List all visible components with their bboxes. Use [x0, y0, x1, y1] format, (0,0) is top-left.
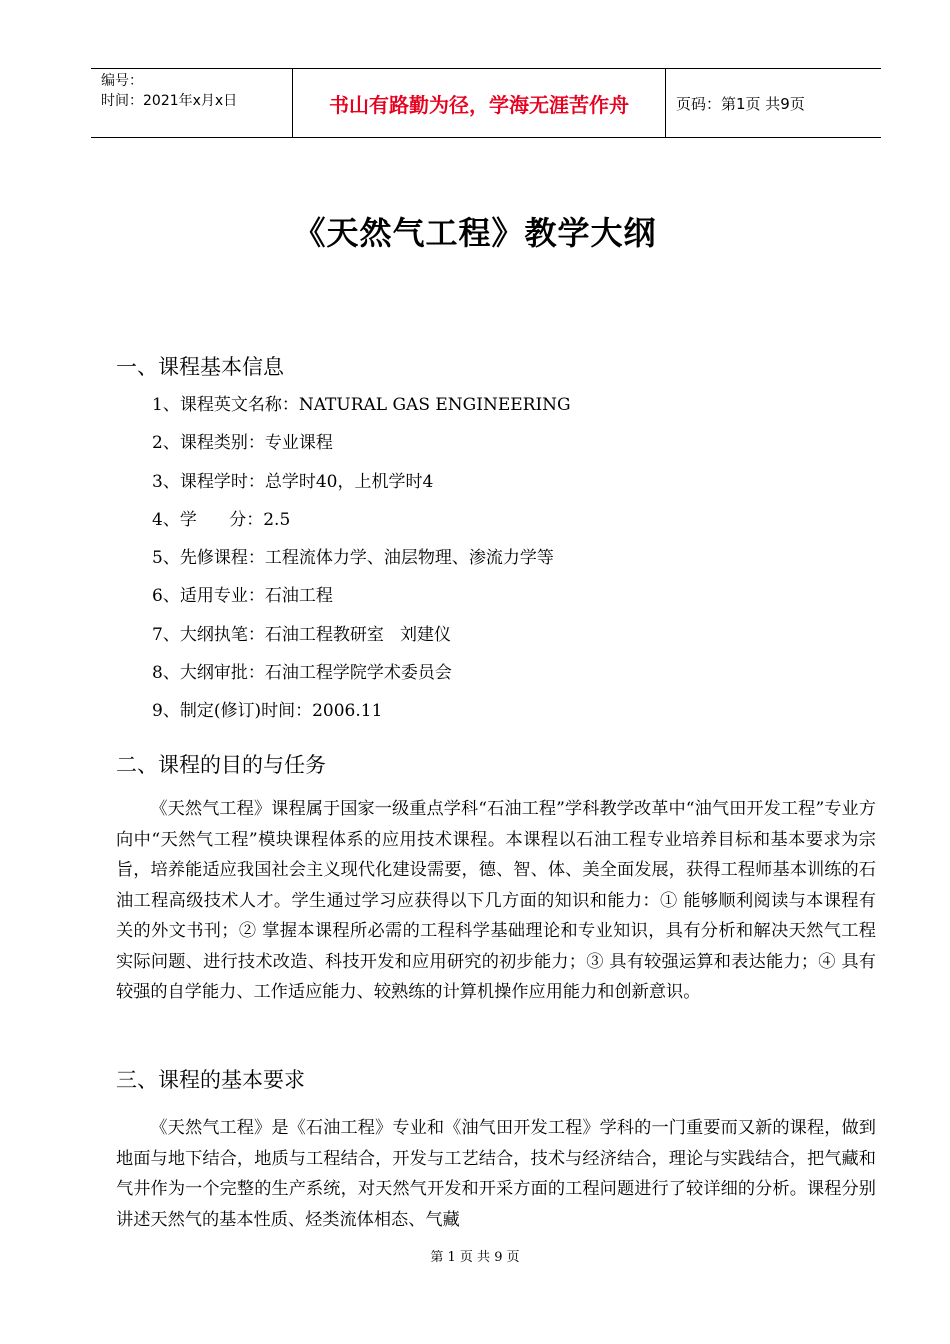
document-title: 《天然气工程》教学大纲	[293, 214, 657, 252]
purpose-paragraph: 《天然气工程》课程属于国家一级重点学科“石油工程”学科教学改革中“油气田开发工程”专业方向中“天然气工程”模块课程体系的应用技术课程。本课程以石油工程专业培养目标和基本要求为宗旨，培养能适应我国社会主义现代化建设需要，德、智、体、美全面发展，获得工程师基本训练的石油工程高级技术人才。学生通过学习应获得以下几方面的知识和能力：① 能够顺利阅读与本课程有关的外文书刊；② 掌握本课程所必需的工程科学基础理论和专业知识，具有分析和解决天然气工程实际问题、进行技术改造、科技开发和应用研究的初步能力；③ 具有较强运算和表达能力；④ 具有较强的自学能力、工作适应能力、较熟练的计算机操作应用能力和创新意识。	[116, 799, 876, 1002]
info-item-revision-date: 9、制定(修订)时间：2006.11	[152, 701, 383, 722]
info-item-author: 7、大纲执笔：石油工程教研室 刘建仪	[152, 624, 452, 645]
section-heading-requirements: 三、课程的基本要求	[116, 1068, 305, 1092]
info-item-english-name: 1、课程英文名称：NATURAL GAS ENGINEERING	[152, 395, 571, 415]
info-item-prerequisites: 5、先修课程：工程流体力学、油层物理、渗流力学等	[152, 548, 554, 569]
course-info-list	[152, 392, 571, 737]
info-item-major: 6、适用专业：石油工程	[152, 586, 333, 607]
motto-text: 书山有路勤为径，学海无涯苦作舟	[329, 92, 629, 117]
document-header	[91, 68, 881, 138]
time-label: 时间：2021年x月x日	[101, 93, 238, 109]
info-item-category: 2、课程类别：专业课程	[152, 433, 333, 454]
section-heading-basic-info: 一、课程基本信息	[116, 355, 284, 379]
header-motto-cell	[293, 69, 666, 137]
info-item-approval: 8、大纲审批：石油工程学院学术委员会	[152, 663, 452, 684]
header-page-cell	[666, 69, 881, 137]
section-heading-purpose: 二、课程的目的与任务	[116, 753, 326, 777]
header-meta-cell	[91, 69, 293, 137]
requirements-paragraph: 《天然气工程》是《石油工程》专业和《油气田开发工程》学科的一门重要而又新的课程，做到地面与地下结合，地质与工程结合，开发与工艺结合，技术与经济结合，理论与实践结合，把气藏和气井作为一个完整的生产系统，对天然气开发和开采方面的工程问题进行了较详细的分析。课程分别讲述天然气的基本性质、烃类流体相态、气藏	[116, 1118, 876, 1230]
page-footer: 第 1 页 共 9 页	[430, 1250, 520, 1265]
info-item-credits: 4、学 分：2.5	[152, 509, 291, 530]
number-label: 编号：	[101, 73, 143, 89]
info-item-hours: 3、课程学时：总学时40，上机学时4	[152, 471, 434, 492]
page-label: 页码：第1页 共9页	[676, 94, 805, 113]
